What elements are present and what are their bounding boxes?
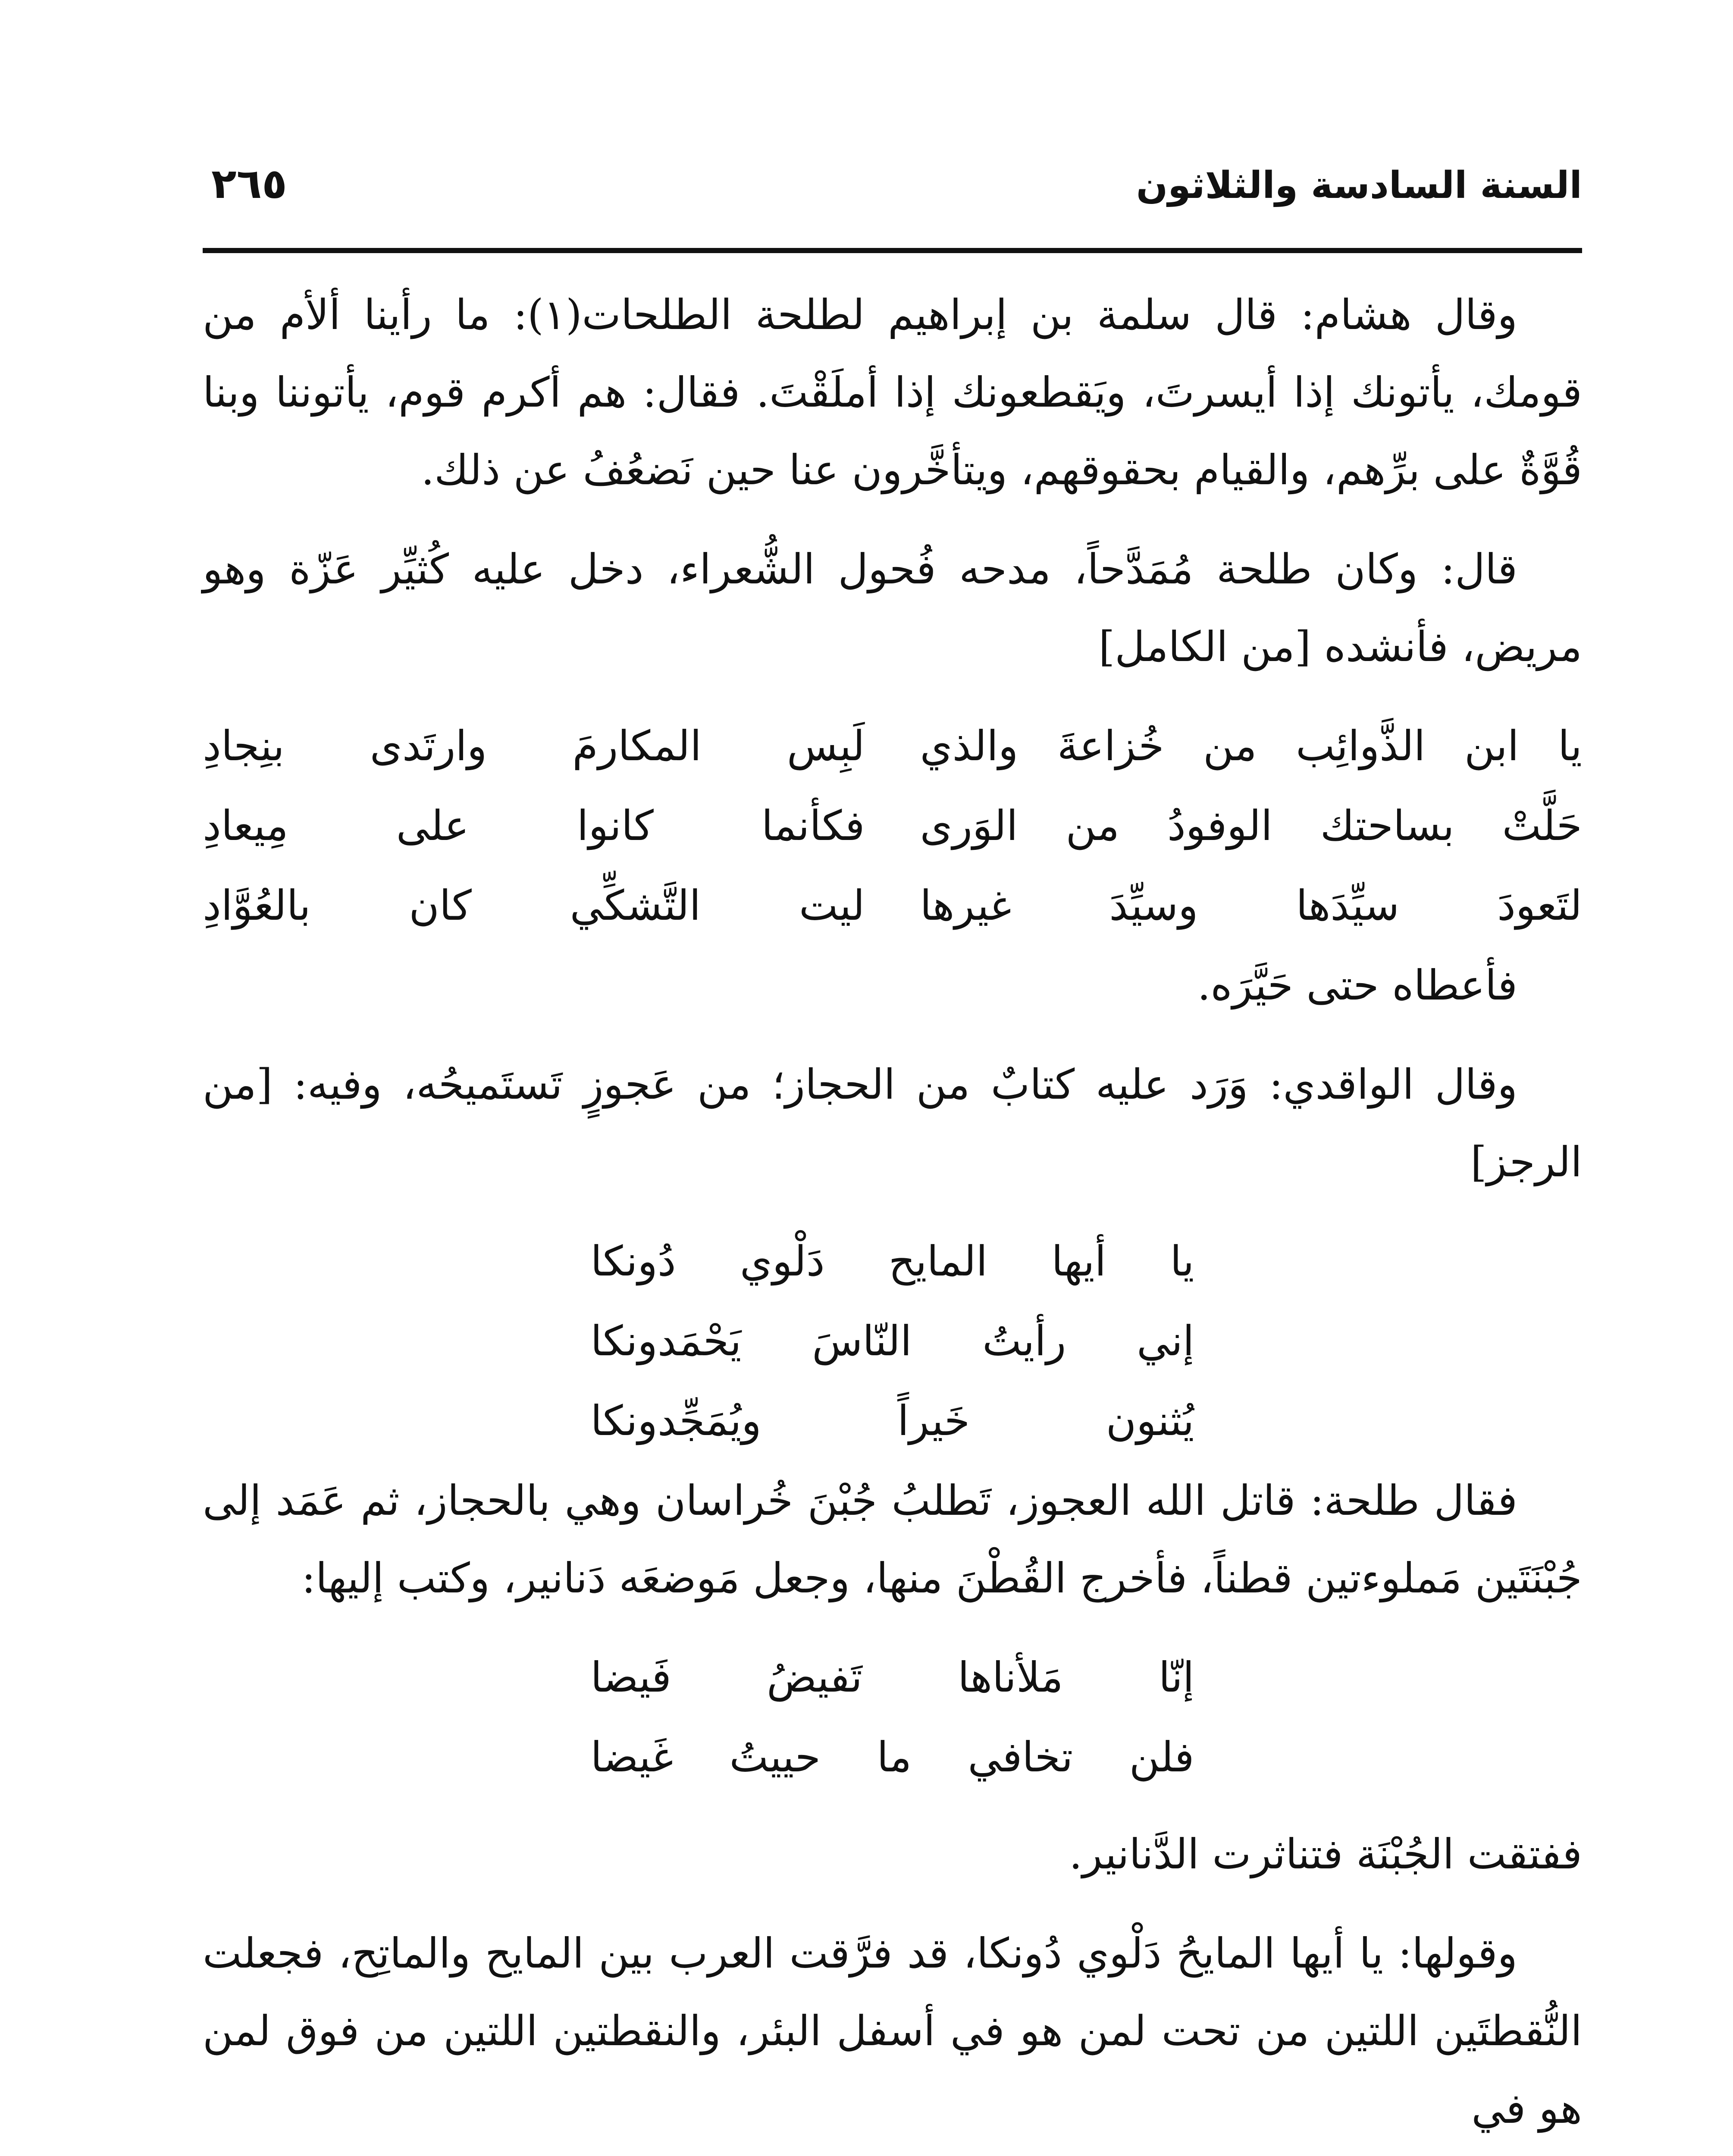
header-divider xyxy=(203,248,1582,253)
page-number: ٢٦٥ xyxy=(211,160,287,208)
running-head: السنة السادسة والثلاثون xyxy=(1136,164,1582,207)
rajaz-line xyxy=(203,1639,1582,1718)
page-header xyxy=(203,155,1582,220)
poem-rajaz-old-woman xyxy=(203,1222,1582,1462)
verse-line xyxy=(203,867,1582,946)
verse-first-hemistich: لتَعودَ سيِّدَها وسيِّدَ غيرها xyxy=(920,881,1582,930)
paragraph-talha-mumaddah: قال: وكان طلحة مُمَدَّحاً، مدحه فُحول الشُّعراء، دخل عليه كُثيِّر عَزّة وهو مريض، فأنشده [من الكامل] xyxy=(203,545,1582,671)
paragraph-explanation: وقولها: يا أيها المايحُ دَلْوي دُونكا، قد فرَّقت العرب بين المايح والماتِح، فجعلت النُّقطتَين اللتين من تحت لمن هو في أسفل البئر، والنقطتين اللتين من فوق لمن هو في xyxy=(203,1929,1582,2133)
rajaz-line xyxy=(203,1382,1582,1462)
rajaz-text: فلن تخافي ما حييتُ غَيضا xyxy=(590,1733,1194,1781)
rajaz-text: إني رأيتُ النّاسَ يَحْمَدونكا xyxy=(590,1317,1194,1365)
paragraph-talha-reply: فقال طلحة: قاتل الله العجوز، تَطلبُ جُبْنَ خُراسان وهي بالحجاز، ثم عَمَد إلى جُبْنَتَين مَملوءتين قطناً، فأخرج القُطْنَ منها، وجعل مَوضعَه دَنانير، وكتب إليها: xyxy=(203,1476,1582,1602)
verse-second-hemistich: لَبِس المكارمَ وارتَدى بنِجادِ xyxy=(203,722,865,770)
verse-line xyxy=(203,707,1582,787)
verse-line xyxy=(203,787,1582,867)
paragraph-waqidi: وقال الواقدي: وَرَد عليه كتابٌ من الحجاز؛ من عَجوزٍ تَستَميحُه، وفيه: [من الرجز] xyxy=(203,1060,1582,1186)
rajaz-text: يا أيها المايح دَلْوي دُونكا xyxy=(590,1237,1194,1285)
poem-rajaz-talha xyxy=(203,1639,1582,1798)
verse-first-hemistich: حَلَّتْ بساحتك الوفودُ من الوَرى xyxy=(920,802,1582,850)
rajaz-text: إنّا مَلأناها تَفيضُ فَيضا xyxy=(590,1653,1194,1702)
paragraph-hisham: وقال هشام: قال سلمة بن إبراهيم لطلحة الطلحات(١): ما رأينا ألأم من قومك، يأتونك إذا أيسرتَ، ويَقطعونك إذا أملَقْتَ. فقال: هم أكرم قوم، يأتوننا وبنا قُوَّةٌ على برِّهم، والقيام بحقوقهم، ويتأخَّرون عنا حين نَضعُفُ عن ذلك. xyxy=(203,291,1582,494)
paragraph-gift: فأعطاه حتى حَيَّرَه. xyxy=(1197,961,1517,1009)
verse-second-hemistich: ليت التَّشكِّي كان بالعُوَّادِ xyxy=(203,881,865,930)
rajaz-line xyxy=(203,1718,1582,1798)
main-text xyxy=(203,276,1582,2156)
paragraph-dinars: ففتقت الجُبْنَة فتناثرت الدَّنانير. xyxy=(1069,1830,1582,1878)
rajaz-line xyxy=(203,1222,1582,1302)
rajaz-text: يُثنون خَيراً ويُمَجِّدونكا xyxy=(590,1397,1194,1445)
verse-first-hemistich: يا ابن الذَّوائِب من خُزاعةَ والذي xyxy=(920,722,1582,770)
rajaz-line xyxy=(203,1302,1582,1382)
poem-kamil xyxy=(203,707,1582,946)
verse-second-hemistich: فكأنما كانوا على مِيعادِ xyxy=(203,802,865,850)
